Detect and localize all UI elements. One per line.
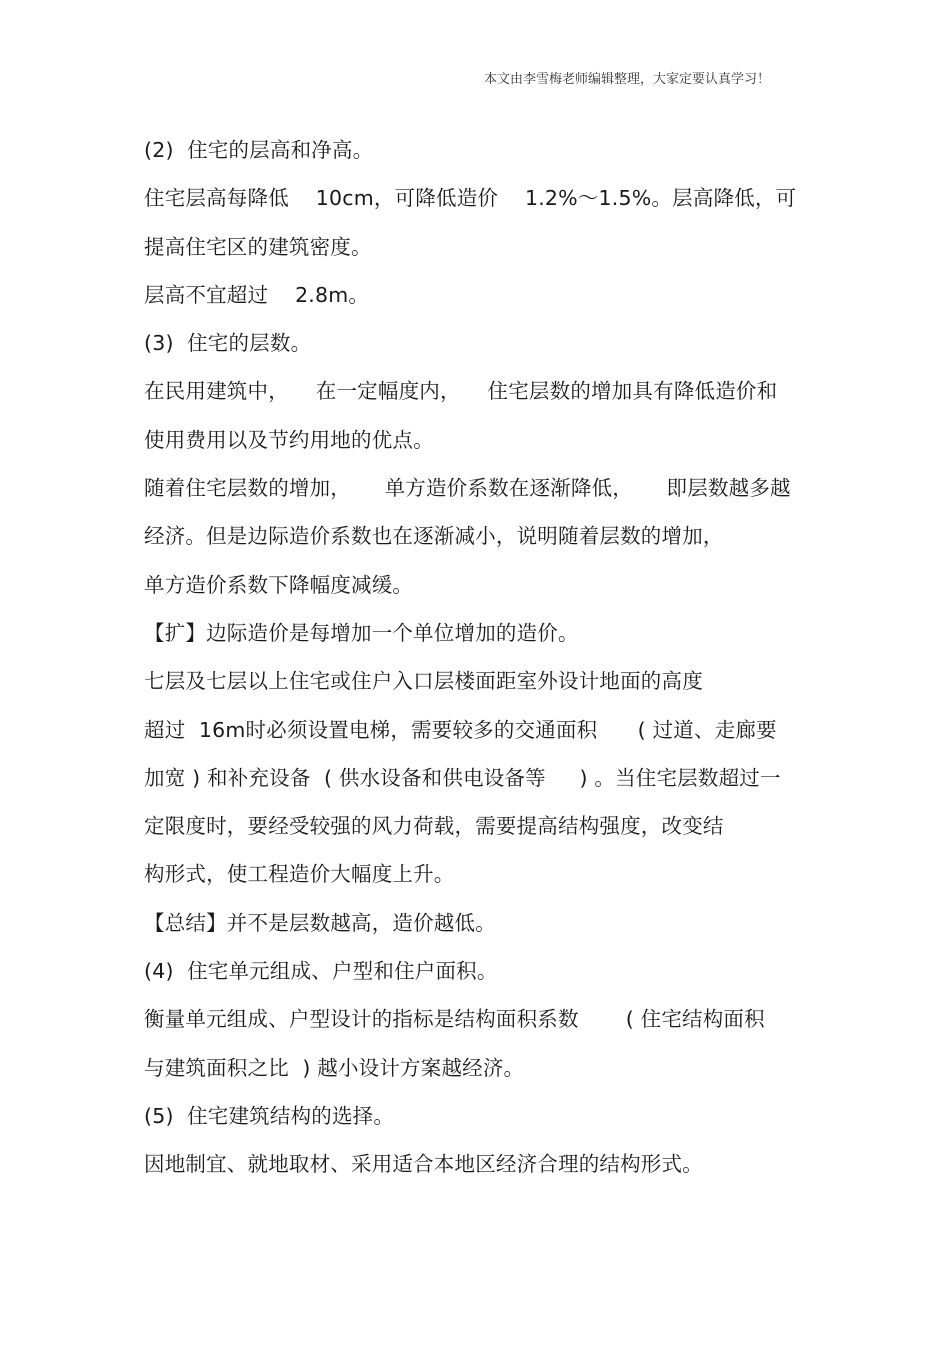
paragraph-line: 与建筑面积之比 ) 越小设计方案越经济。 xyxy=(144,1055,525,1080)
paragraph-line: 在民用建筑中， 在一定幅度内， 住宅层数的增加具有降低造价和 xyxy=(144,379,778,404)
header-note: 本文由李雪梅老师编辑整理，大家定要认真学习！ xyxy=(483,72,770,87)
paragraph-line: 单方造价系数下降幅度减缓。 xyxy=(144,572,414,597)
paragraph-line: 随着住宅层数的增加， 单方造价系数在逐渐降低， 即层数越多越 xyxy=(144,476,791,501)
paragraph-line: 加宽 ) 和补充设备 ( 供水设备和供电设备等 ) 。当住宅层数超过一 xyxy=(144,765,781,790)
paragraph-line: 超过 16m时必须设置电梯，需要较多的交通面积 ( 过道、走廊要 xyxy=(144,717,777,742)
document-body xyxy=(144,126,804,1189)
paragraph-line: 使用费用以及节约用地的优点。 xyxy=(144,427,434,452)
paragraph-line: 提高住宅区的建筑密度。 xyxy=(144,234,372,259)
paragraph-line: 层高不宜超过 2.8m。 xyxy=(144,282,370,307)
paragraph-line: 定限度时，要经受较强的风力荷载，需要提高结构强度，改变结 xyxy=(144,814,724,839)
section-heading-3: (3) 住宅的层数。 xyxy=(144,331,312,356)
paragraph-line: 因地制宜、就地取材、采用适合本地区经济合理的结构形式。 xyxy=(144,1152,703,1177)
extension-note: 【扩】边际造价是每增加一个单位增加的造价。 xyxy=(144,620,579,645)
section-heading-4: (4) 住宅单元组成、户型和住户面积。 xyxy=(144,959,498,984)
paragraph-line: 七层及七层以上住宅或住户入口层楼面距室外设计地面的高度 xyxy=(144,669,703,694)
summary-note: 【总结】并不是层数越高，造价越低。 xyxy=(144,910,496,935)
paragraph-line: 衡量单元组成、户型设计的指标是结构面积系数 ( 住宅结构面积 xyxy=(144,1007,765,1032)
section-heading-5: (5) 住宅建筑结构的选择。 xyxy=(144,1103,395,1128)
paragraph-line: 构形式，使工程造价大幅度上升。 xyxy=(144,862,455,887)
paragraph-line: 经济。但是边际造价系数也在逐渐减小，说明随着层数的增加， xyxy=(144,524,724,549)
paragraph-line: 住宅层高每降低 10cm，可降低造价 1.2%～1.5%。层高降低，可 xyxy=(144,186,797,211)
section-heading-2: (2) 住宅的层高和净高。 xyxy=(144,138,374,162)
